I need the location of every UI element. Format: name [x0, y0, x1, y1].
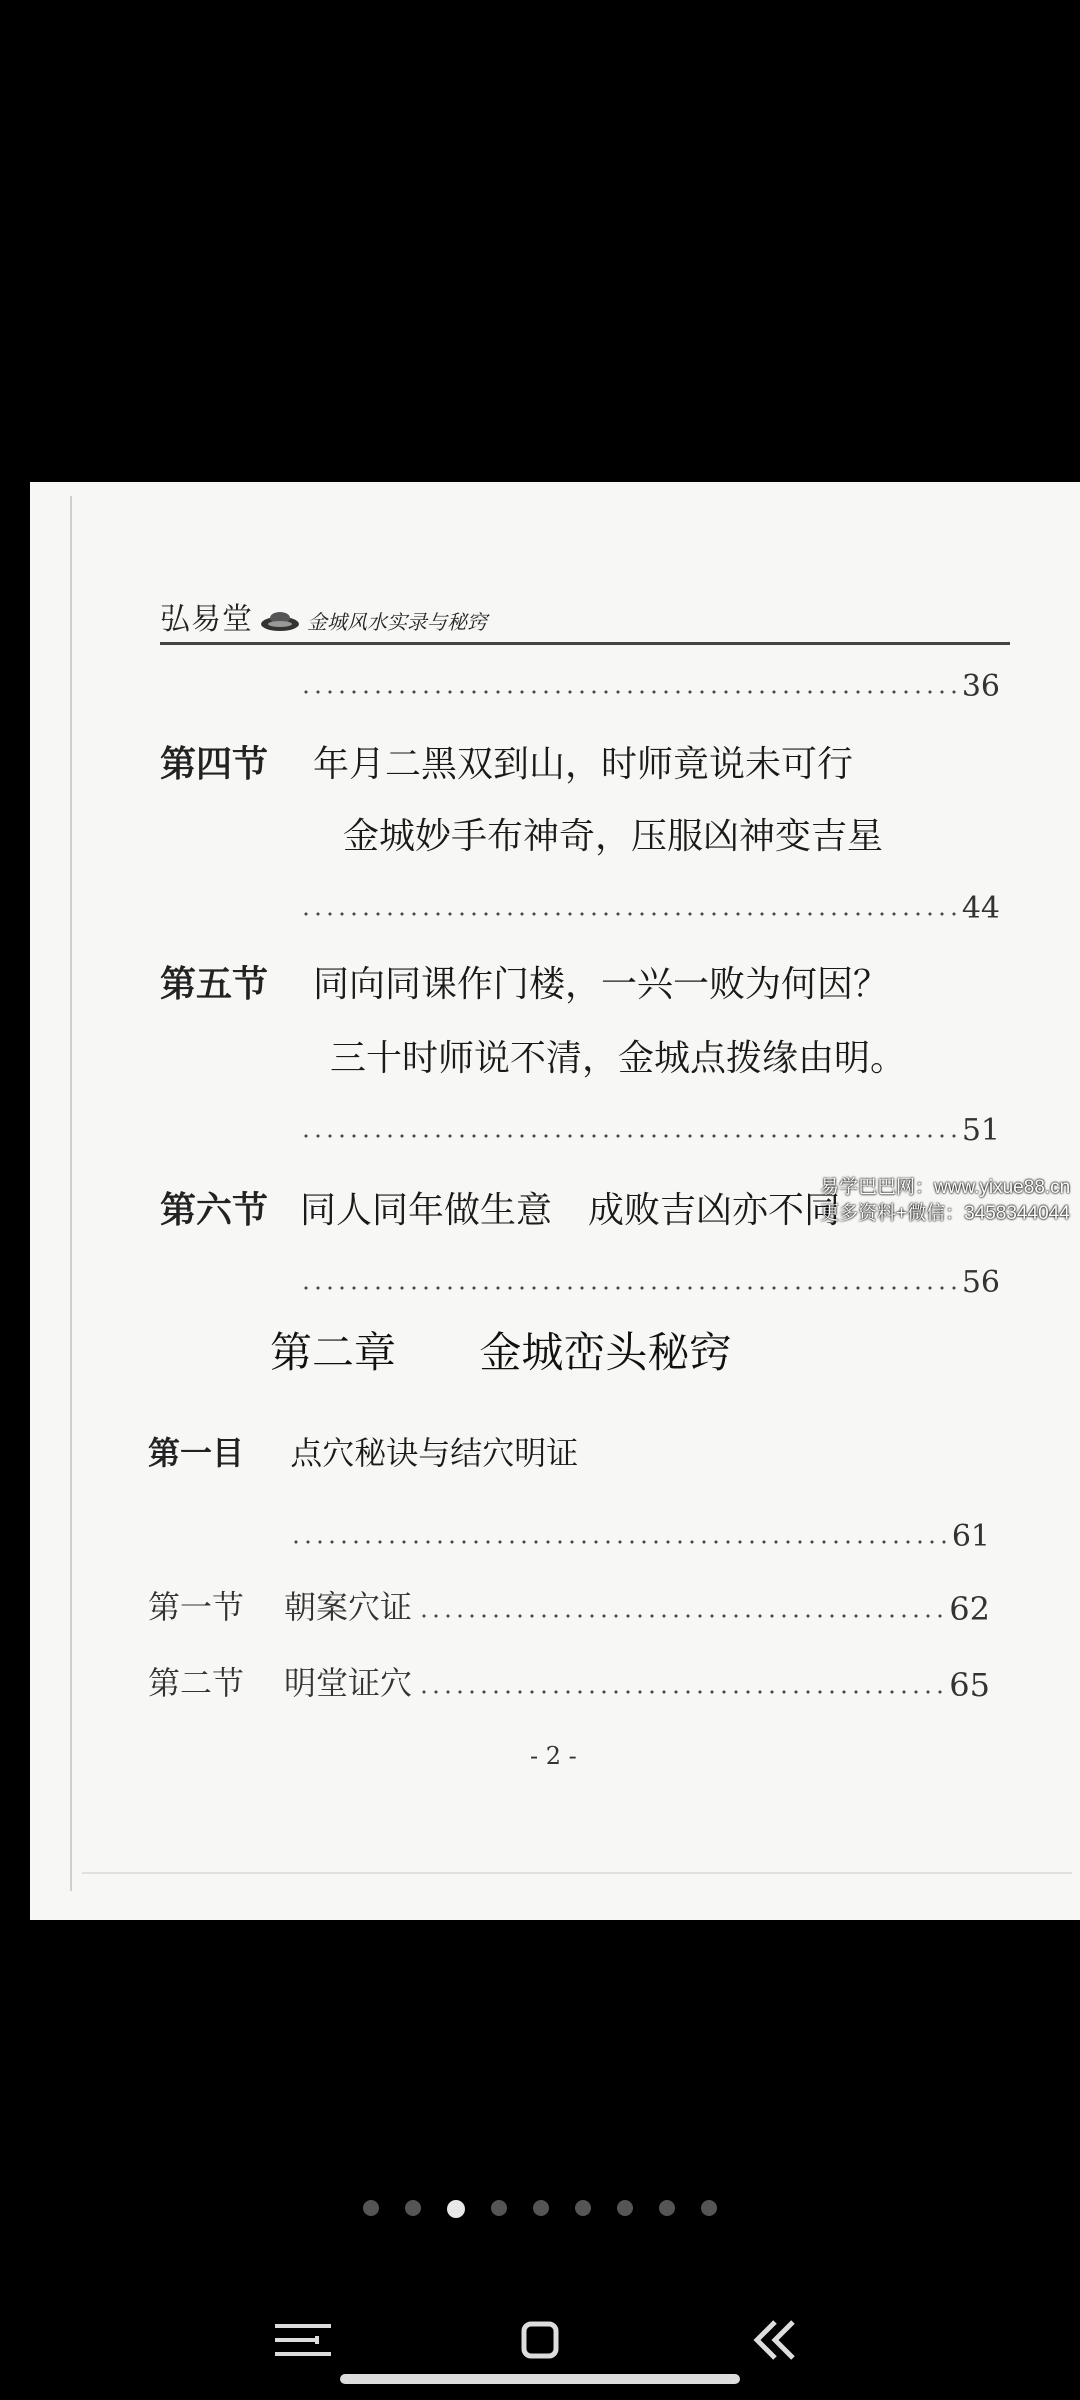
- pager-dot[interactable]: [491, 2200, 507, 2216]
- section-label: 第二节: [148, 1664, 245, 1702]
- toc-leader: [300, 664, 1000, 704]
- dot-leader: [418, 1614, 943, 1618]
- square-home-icon[interactable]: [500, 2300, 580, 2380]
- pager-dot[interactable]: [533, 2200, 549, 2216]
- page-margin-line: [70, 496, 72, 1891]
- header-brand: 弘易堂: [160, 602, 253, 637]
- page-bottom-line: [82, 1872, 1072, 1874]
- toc-entry-item-1[interactable]: [148, 1428, 578, 1474]
- running-header: [160, 600, 1010, 638]
- toc-page-number: 36: [961, 669, 1000, 704]
- pager-dot[interactable]: [617, 2200, 633, 2216]
- section-label: 第四节: [160, 743, 269, 785]
- dot-leader: [300, 1134, 956, 1138]
- toc-entry-line: 年月二黑双到山，时师竟说未可行: [313, 744, 854, 785]
- toc-entry-text: 点穴秘诀与结穴明证: [290, 1434, 579, 1472]
- pager-dot[interactable]: [447, 2200, 465, 2218]
- system-nav-bar: [0, 2300, 1080, 2380]
- toc-page-number: 61: [951, 1519, 990, 1554]
- toc-entry-text: 明堂证穴: [284, 1664, 413, 1702]
- dot-leader: [290, 1540, 946, 1544]
- toc-entry-section-2[interactable]: [148, 1658, 990, 1704]
- watermark-line: 更多资料+微信：3458344044: [820, 1203, 1070, 1224]
- menu-lines-icon[interactable]: [265, 2300, 345, 2380]
- pager-dot[interactable]: [701, 2200, 717, 2216]
- home-indicator[interactable]: [340, 2374, 740, 2384]
- page-number: - 2 -: [530, 1742, 577, 1770]
- toc-leader: [300, 1108, 1000, 1148]
- toc-entry-section-6[interactable]: [160, 1182, 268, 1233]
- dot-leader: [418, 1690, 943, 1694]
- dot-leader: [300, 912, 956, 916]
- brand-logo-icon: [259, 608, 301, 634]
- watermark-overlay: [820, 1175, 1070, 1227]
- double-chevron-back-icon[interactable]: [735, 2300, 815, 2380]
- toc-entry-section-5[interactable]: [160, 956, 268, 1007]
- page-indicator: [0, 2200, 1080, 2218]
- header-rule: [160, 642, 1010, 645]
- section-label: 第一节: [148, 1588, 245, 1626]
- pager-dot[interactable]: [405, 2200, 421, 2216]
- toc-page-number: 62: [949, 1590, 990, 1628]
- header-title: 金城风水实录与秘窍: [307, 610, 487, 634]
- pager-dot[interactable]: [659, 2200, 675, 2216]
- toc-entry-line: 同向同课作门楼，一兴一败为何因？: [313, 964, 890, 1005]
- toc-entry-section-4[interactable]: [160, 736, 268, 787]
- chapter-heading[interactable]: [270, 1320, 731, 1380]
- chapter-title: 金城峦头秘窍: [479, 1328, 732, 1377]
- watermark-line: 易学巴巴网：www.yixue88.cn: [820, 1177, 1071, 1198]
- pager-dot[interactable]: [575, 2200, 591, 2216]
- toc-entry-line: 三十时师说不清，金城点拨缘由明。: [330, 1038, 907, 1079]
- dot-leader: [300, 1286, 956, 1290]
- toc-leader: [300, 1260, 1000, 1300]
- toc-leader: [300, 886, 1000, 926]
- toc-entry-line: 同人同年做生意 成败吉凶亦不同: [300, 1190, 841, 1231]
- section-label: 第一目: [148, 1434, 245, 1472]
- chapter-number: 第二章: [270, 1328, 397, 1377]
- section-label: 第五节: [160, 963, 269, 1005]
- toc-page-number: 44: [961, 891, 1000, 926]
- section-label: 第六节: [160, 1189, 269, 1231]
- toc-entry-section-1[interactable]: [148, 1582, 990, 1628]
- toc-leader: [290, 1514, 990, 1554]
- toc-page-number: 65: [949, 1666, 990, 1704]
- toc-page-number: 56: [961, 1265, 1000, 1300]
- toc-entry-text: 朝案穴证: [284, 1588, 413, 1626]
- toc-page-number: 51: [961, 1113, 1000, 1148]
- pager-dot[interactable]: [363, 2200, 379, 2216]
- toc-entry-line: 金城妙手布神奇，压服凶神变吉星: [343, 816, 884, 857]
- dot-leader: [300, 690, 956, 694]
